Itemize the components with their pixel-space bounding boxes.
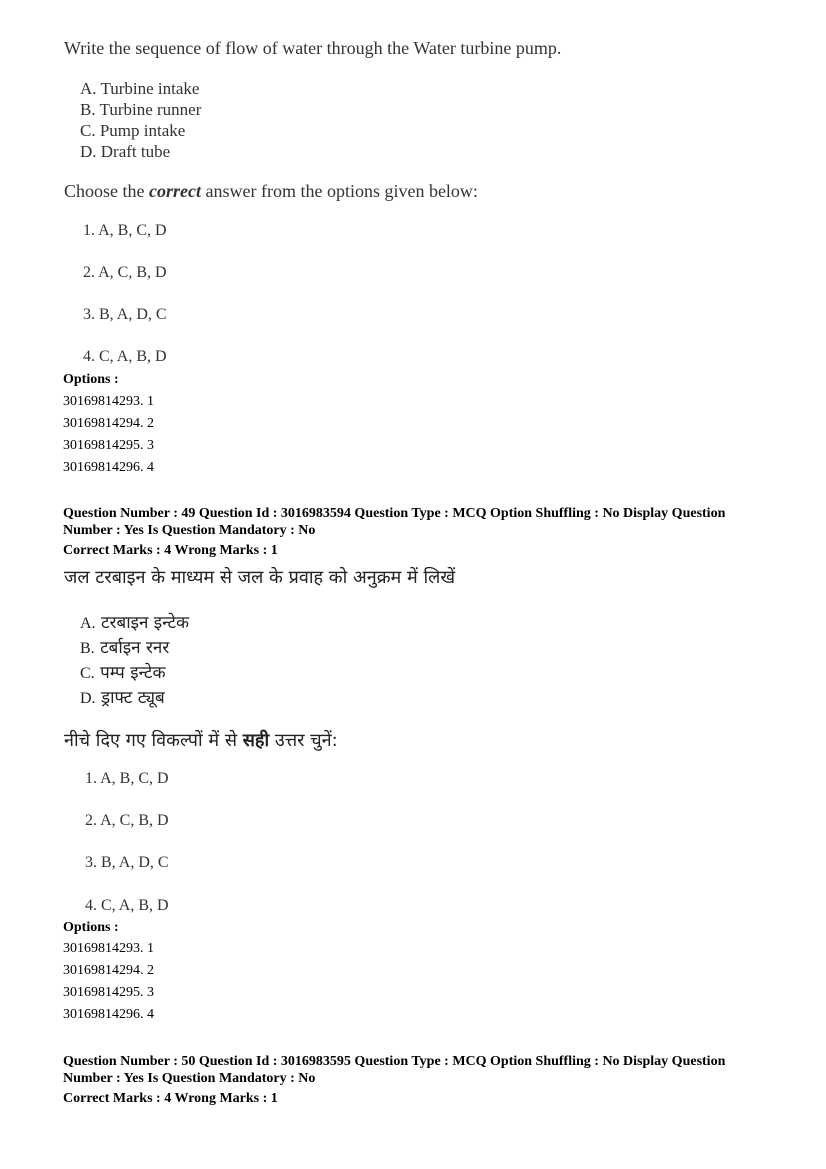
question-49-option-id-3: 30169814295. 3 [63, 985, 154, 1000]
question-49-answer-3: 3. B, A, D, C [85, 854, 169, 871]
item-text: पम्प इन्टेक [100, 663, 166, 683]
question-50-meta-line-2: Number : Yes Is Question Mandatory : No [63, 1071, 316, 1086]
question-49-item-a [80, 610, 189, 633]
instruction-text-before: Choose the [64, 181, 149, 201]
instruction-text-after: answer from the options given below: [200, 181, 478, 201]
item-letter: B. [80, 640, 95, 657]
item-letter: C. [80, 665, 95, 682]
item-letter: A. [80, 615, 96, 632]
item-text: टरबाइन इन्टेक [100, 613, 190, 633]
question-48-stem: Write the sequence of flow of water through the Water turbine pump. [64, 38, 562, 58]
question-49-marks: Correct Marks : 4 Wrong Marks : 1 [63, 543, 278, 558]
question-49-stem: जल टरबाइन के माध्यम से जल के प्रवाह को अनुक्रम में लिखें [64, 567, 456, 588]
question-48-item-c: C. Pump intake [80, 121, 186, 140]
instruction-emphasis: सही [242, 730, 270, 751]
question-49-item-b [80, 635, 169, 658]
question-48-option-id-4: 30169814296. 4 [63, 460, 154, 475]
question-48-item-d: D. Draft tube [80, 142, 171, 161]
question-49-option-id-1: 30169814293. 1 [63, 941, 154, 956]
question-49-item-d [80, 685, 165, 708]
question-49-meta-line-1: Question Number : 49 Question Id : 3016983594 Question Type : MCQ Option Shuffling : No Display Question [63, 506, 726, 521]
question-48-answer-3: 3. B, A, D, C [83, 306, 167, 323]
question-49-answer-2: 2. A, C, B, D [85, 812, 169, 829]
question-50-marks: Correct Marks : 4 Wrong Marks : 1 [63, 1091, 278, 1106]
question-48-item-a: A. Turbine intake [80, 79, 200, 98]
instruction-emphasis: correct [149, 181, 201, 201]
question-48-options-label: Options : [63, 372, 119, 387]
question-50-meta-line-1: Question Number : 50 Question Id : 3016983595 Question Type : MCQ Option Shuffling : No Display Question [63, 1054, 726, 1069]
item-letter: D. [80, 690, 96, 707]
question-49-instruction [64, 728, 338, 752]
question-49-meta-line-2: Number : Yes Is Question Mandatory : No [63, 523, 316, 538]
question-49-item-c [80, 660, 166, 683]
question-48-instruction [64, 181, 478, 202]
question-48-option-id-3: 30169814295. 3 [63, 438, 154, 453]
question-48-answer-4: 4. C, A, B, D [83, 348, 167, 365]
question-49-option-id-2: 30169814294. 2 [63, 963, 154, 978]
instruction-text-before: नीचे दिए गए विकल्पों में से [64, 730, 243, 751]
question-48-answer-2: 2. A, C, B, D [83, 264, 167, 281]
question-49-option-id-4: 30169814296. 4 [63, 1007, 154, 1022]
instruction-text-after: उत्तर चुनें: [269, 730, 338, 751]
question-48-option-id-1: 30169814293. 1 [63, 394, 154, 409]
question-49-answer-1: 1. A, B, C, D [85, 770, 169, 787]
question-48-option-id-2: 30169814294. 2 [63, 416, 154, 431]
item-text: ड्राफ्ट ट्यूब [100, 688, 165, 708]
question-49-answer-4: 4. C, A, B, D [85, 897, 169, 914]
question-49-options-label: Options : [63, 920, 119, 935]
question-48-answer-1: 1. A, B, C, D [83, 222, 167, 239]
question-48-item-b: B. Turbine runner [80, 100, 202, 119]
item-text: टर्बाइन रनर [100, 638, 170, 658]
